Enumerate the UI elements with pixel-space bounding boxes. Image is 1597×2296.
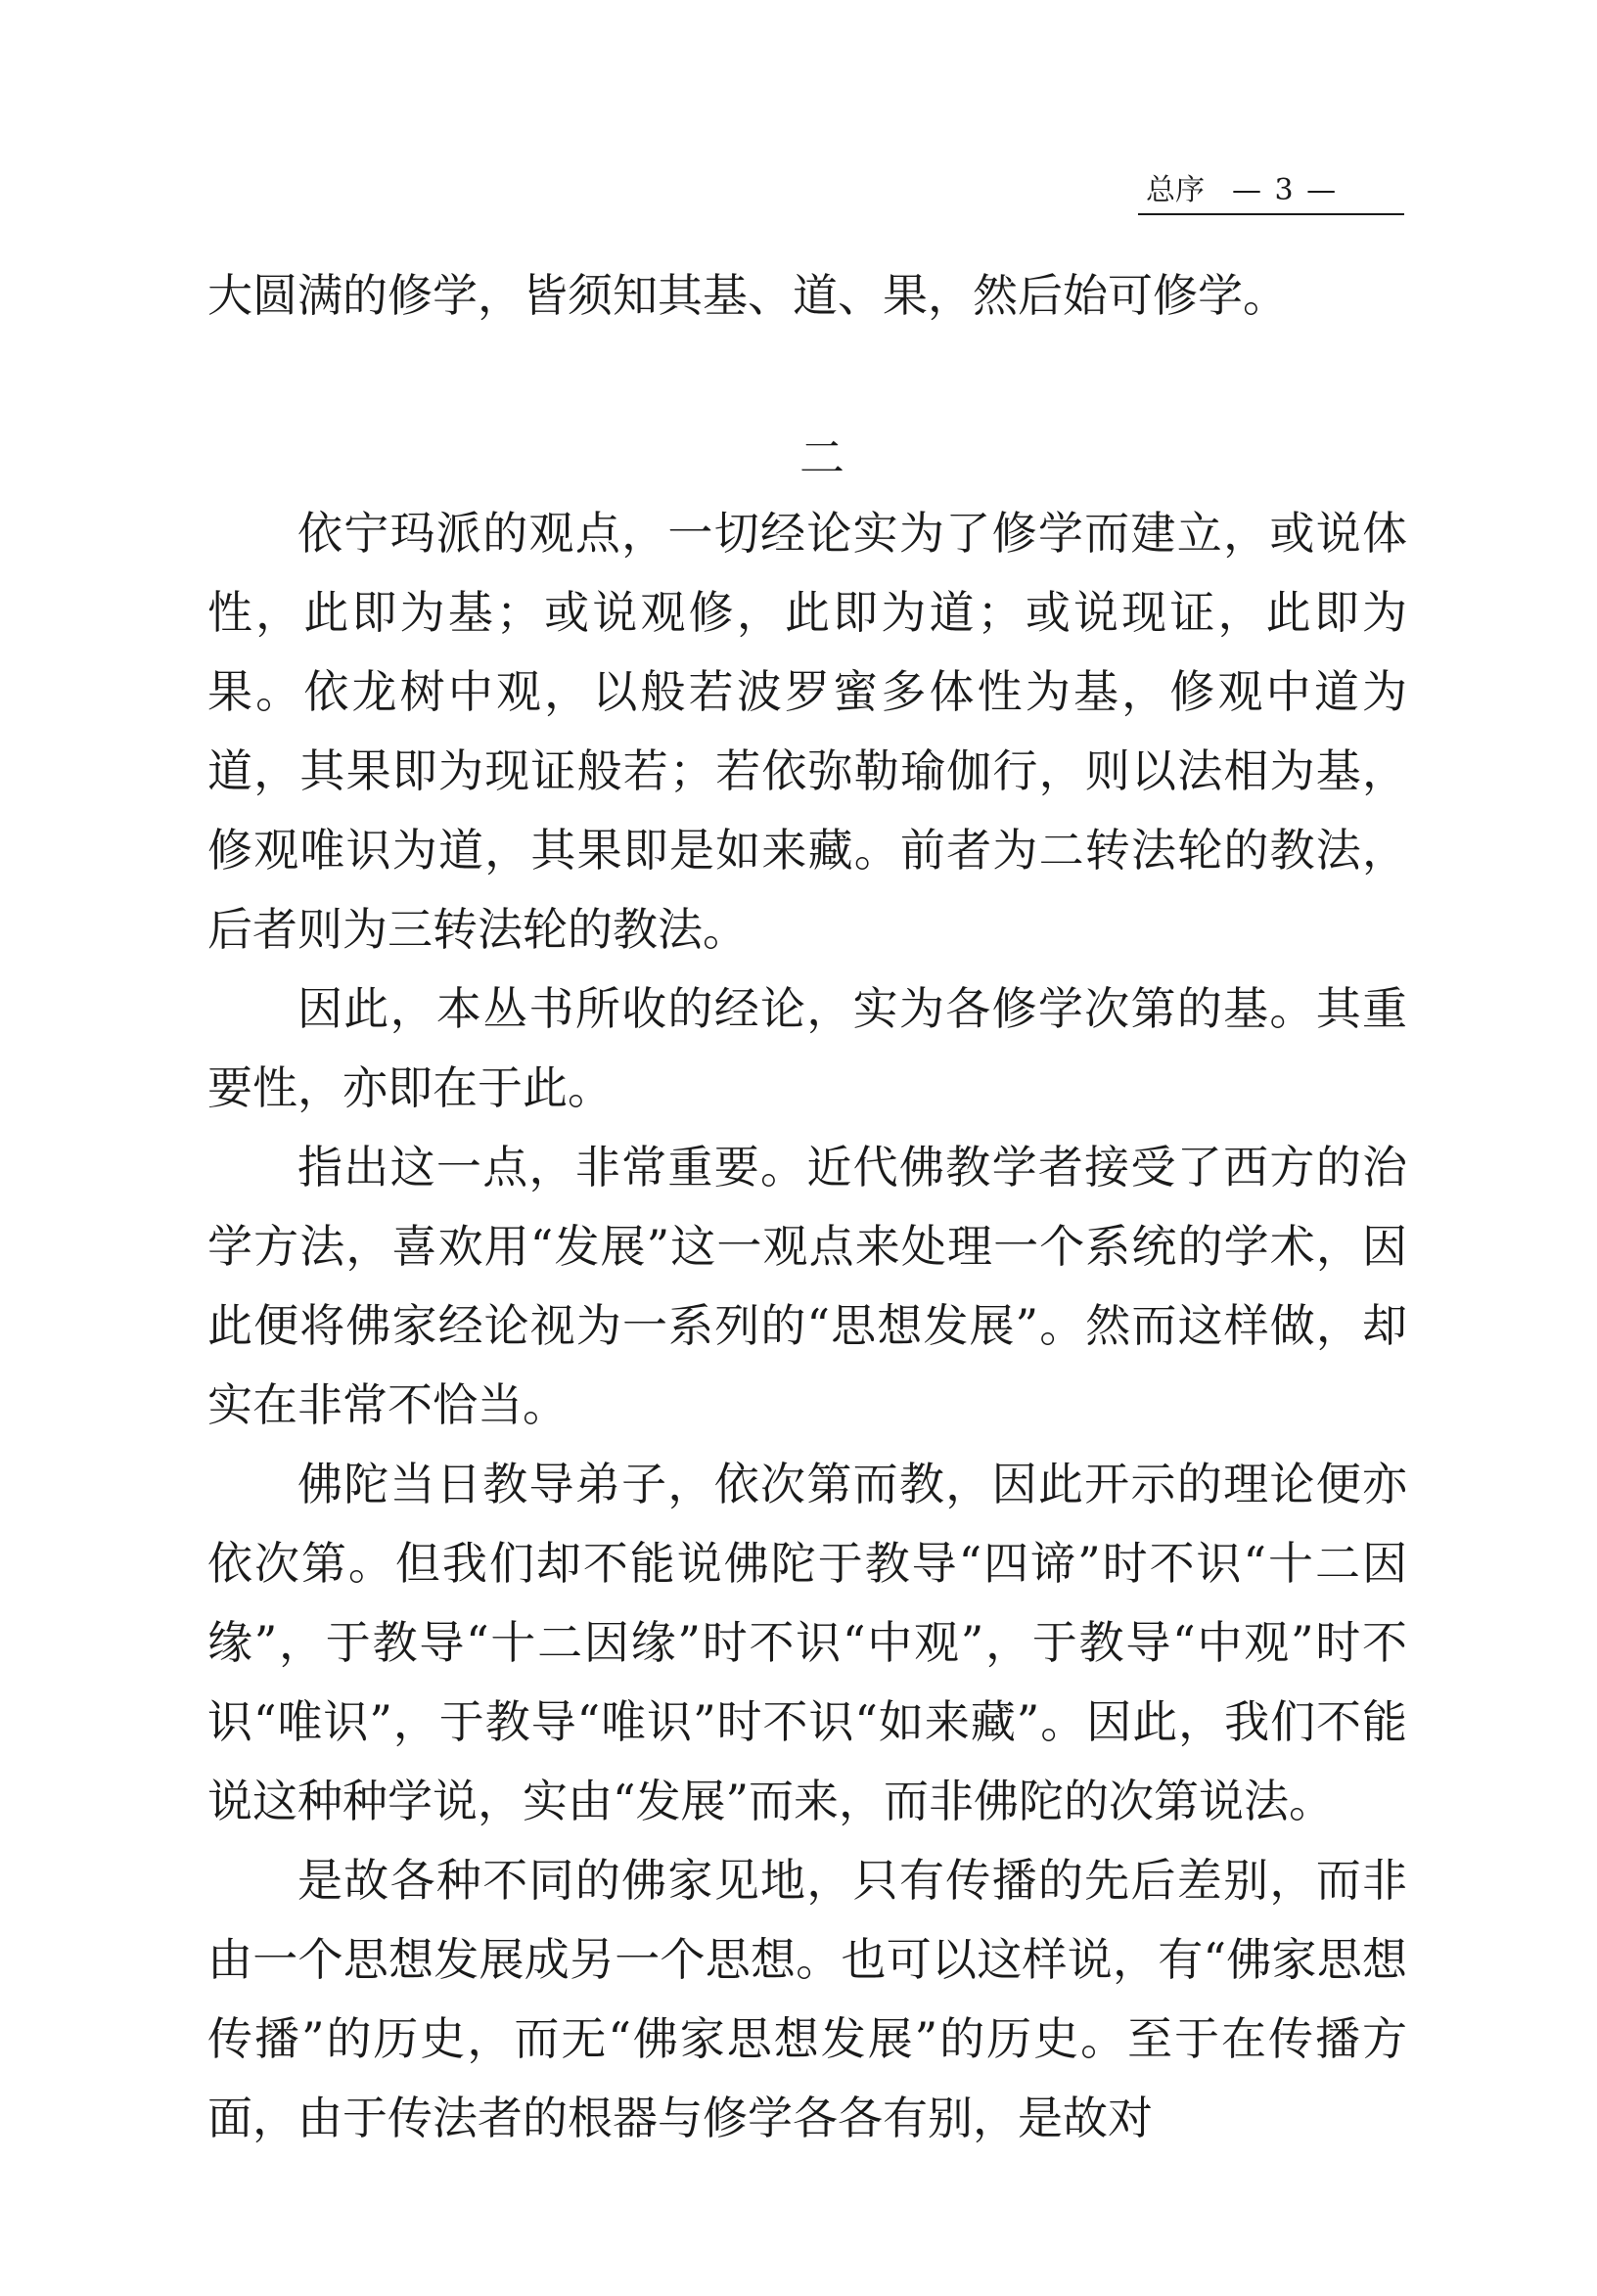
paragraph-1: 依宁玛派的观点，一切经论实为了修学而建立，或说体性，此即为基；或说观修，此即为道；或说现证，此即为果。依龙树中观，以般若波罗蜜多体性为基，修观中道为道，其果即为现证般若；若依弥勒瑜伽行，则以法相为基，修观唯识为道，其果即是如来藏。前者为二转法轮的教法，后者则为三转法轮的教法。 [207, 507, 1407, 956]
page-number: — 3 — [1232, 173, 1339, 207]
section-number: 二 [799, 431, 844, 484]
paragraph-3: 指出这一点，非常重要。近代佛教学者接受了西方的治学方法，喜欢用“发展”这一观点来处理一个系统的学术，因此便将佛家经论视为一系列的“思想发展”。然而这样做，却实在非常不恰当。 [207, 1141, 1407, 1431]
body-text [207, 494, 1407, 2158]
paragraph-4: 佛陀当日教导弟子，依次第而教，因此开示的理论便亦依次第。但我们却不能说佛陀于教导“四谛”时不识“十二因缘”，于教导“十二因缘”时不识“中观”，于教导“中观”时不识“唯识”，于教导“唯识”时不识“如来藏”。因此，我们不能说这种种学说，实由“发展”而来，而非佛陀的次第说法。 [207, 1458, 1407, 1827]
running-title: 总序 [1146, 173, 1205, 207]
continuation-line: 大圆满的修学，皆须知其基、道、果，然后始可修学。 [207, 269, 1288, 322]
paragraph-2: 因此，本丛书所收的经论，实为各修学次第的基。其重要性，亦即在于此。 [207, 982, 1407, 1114]
page-header [1138, 168, 1404, 215]
paragraph-5: 是故各种不同的佛家见地，只有传播的先后差别，而非由一个思想发展成另一个思想。也可以这样说，有“佛家思想传播”的历史，而无“佛家思想发展”的历史。至于在传播方面，由于传法者的根器与修学各各有别，是故对 [207, 1854, 1407, 2144]
